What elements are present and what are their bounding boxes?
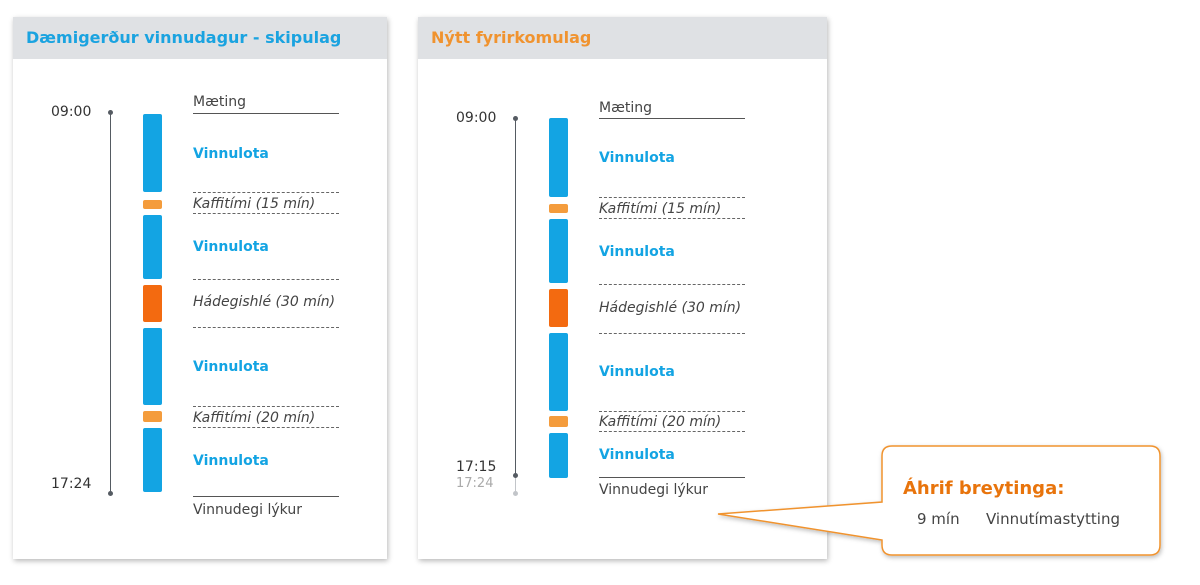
- segment-label: Vinnulota: [193, 239, 269, 255]
- segment-label: Kaffitími (15 mín): [599, 201, 722, 217]
- segment-label: Hádegishlé (30 mín): [193, 294, 336, 310]
- segment-label: Hádegishlé (30 mín): [599, 300, 742, 316]
- callout-value: 9 mín: [917, 510, 960, 528]
- segment-label: Vinnulota: [599, 364, 675, 380]
- start-time: 09:00: [51, 104, 92, 120]
- segment-label: Vinnulota: [193, 453, 269, 469]
- end-label: Vinnudegi lýkur: [193, 502, 302, 518]
- segment-label: Vinnulota: [599, 150, 675, 166]
- segment-label: Kaffitími (20 mín): [599, 414, 722, 430]
- end-label: Vinnudegi lýkur: [599, 482, 708, 498]
- start-label: Mæting: [599, 100, 652, 116]
- callout-title: Áhrif breytinga:: [903, 478, 1065, 499]
- segment-label: Kaffitími (15 mín): [193, 196, 316, 212]
- segment-label: Vinnulota: [193, 359, 269, 375]
- panel-title: Dæmigerður vinnudagur - skipulag: [13, 17, 387, 59]
- old-end-time: 17:24: [456, 476, 494, 491]
- start-time: 09:00: [456, 110, 497, 126]
- start-label: Mæting: [193, 94, 246, 110]
- segment-label: Vinnulota: [193, 146, 269, 162]
- segment-label: Vinnulota: [599, 447, 675, 463]
- end-time: 17:24: [51, 476, 92, 492]
- callout-description: Vinnutímastytting: [986, 510, 1121, 528]
- segment-label: Kaffitími (20 mín): [193, 410, 316, 426]
- end-time: 17:15: [456, 459, 497, 475]
- panel-title: Nýtt fyrirkomulag: [418, 17, 827, 59]
- segment-label: Vinnulota: [599, 244, 675, 260]
